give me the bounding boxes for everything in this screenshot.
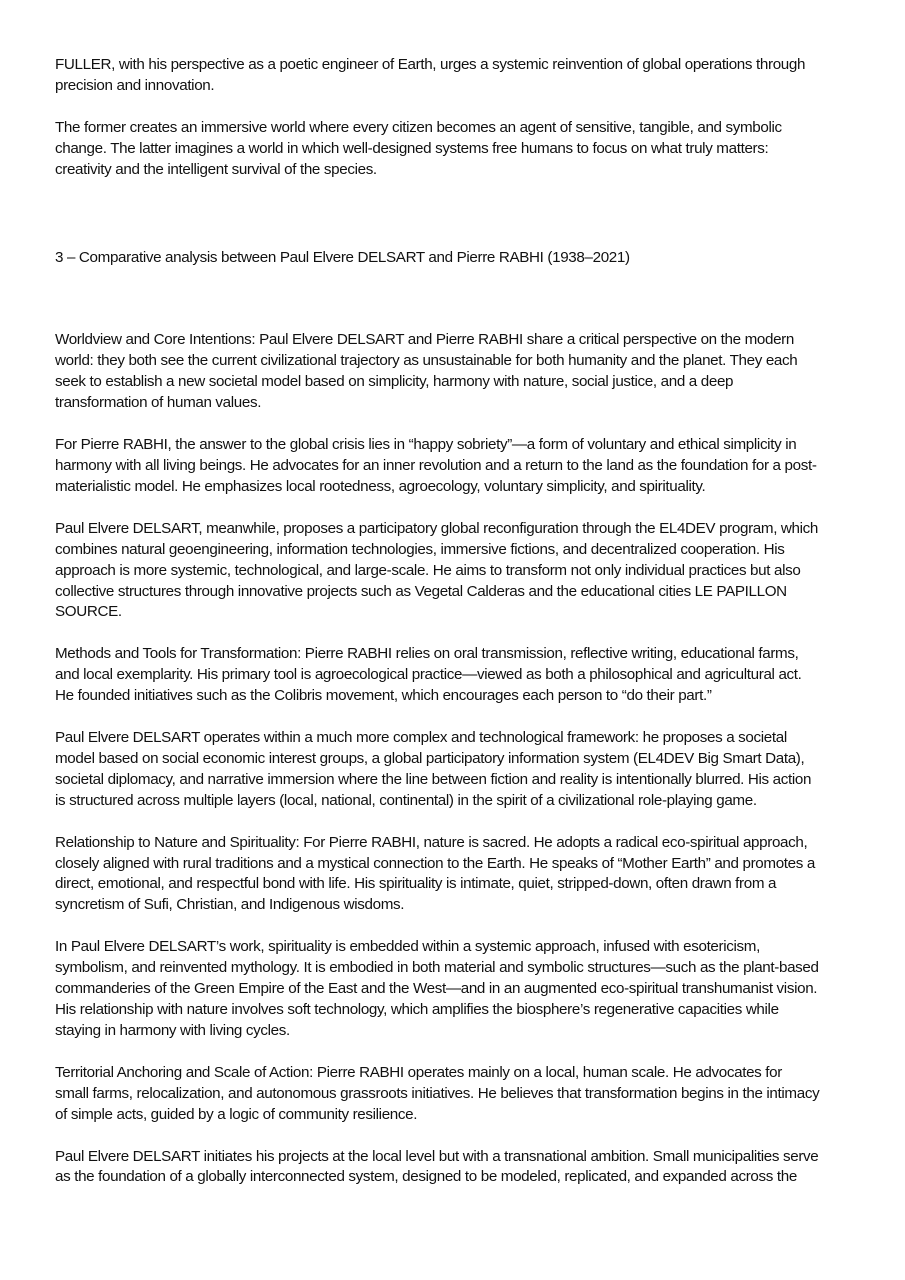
intro-paragraph-comparison: The former creates an immersive world where every citizen becomes an agent of sensitive, tangible, and symbolic change. The latter imagines a world in which well-designed systems free humans to focus on what truly matters: creativity and the intelligent survival of the species. [55, 118, 782, 178]
paragraph-delsart-local-transnational: Paul Elvere DELSART initiates his projects at the local level but with a transnational ambition. Small municipalities serve as the foundation of a globally interconnected system, designed to be modeled, replicated, and expanded across the [55, 1147, 819, 1186]
paragraph-delsart-spirituality: In Paul Elvere DELSART’s work, spirituality is embedded within a systemic approach, infused with esotericism, symbolism, and reinvented mythology. It is embodied in both material and symbolic structures—such as the plant-based commanderies of the Green Empire of the East and the West—and in an augmented eco-spiritual transhumanist vision. His relationship with nature involves soft technology, which amplifies the biosphere’s regenerative capacities while staying in harmony with living cycles. [55, 938, 819, 1039]
intro-paragraph-fuller: FULLER, with his perspective as a poetic engineer of Earth, urges a systemic reinvention of global operations through precision and innovation. [55, 56, 806, 94]
spacer [55, 202, 855, 248]
paragraph-delsart-el4dev: Paul Elvere DELSART, meanwhile, proposes a participatory global reconfiguration through the EL4DEV program, which combines natural geoengineering, information technologies, immersive fictions, and decentralized cooperation. His approach is more systemic, technological, and large-scale. He aims to transform not only individual practices but also collective structures through innovative projects such as Vegetal Calderas and the educational cities LE PAPILLON SOURCE. [55, 519, 819, 621]
paragraph-nature-spirituality: Relationship to Nature and Spirituality: For Pierre RABHI, nature is sacred. He adopts a radical eco-spiritual approach, closely aligned with rural traditions and a mystical connection to the Earth. He speaks of “Mother Earth” and promotes a direct, emotional, and respectful bond with life. His spirituality is intimate, quiet, stripped-down, often drawn from a syncretism of Sufi, Christian, and Indigenous wisdoms. [55, 833, 815, 914]
section-heading: 3 – Comparative analysis between Paul Elvere DELSART and Pierre RABHI (1938–2021) [55, 248, 630, 266]
paragraph-methods-tools: Methods and Tools for Transformation: Pierre RABHI relies on oral transmission, reflective writing, educational farms, and local exemplarity. His primary tool is agroecological practice—viewed as both a philosophical and agricultural act. He founded initiatives such as the Colibris movement, which encourages each person to “do their part.” [55, 645, 802, 705]
document-body [55, 55, 855, 1209]
paragraph-territorial-anchoring: Territorial Anchoring and Scale of Action: Pierre RABHI operates mainly on a local, human scale. He advocates for small farms, relocalization, and autonomous grassroots initiatives. He believes that transformation begins in the intimacy of simple acts, guided by a logic of community resilience. [55, 1063, 820, 1123]
paragraph-rabhi-sobriety: For Pierre RABHI, the answer to the global crisis lies in “happy sobriety”—a form of voluntary and ethical simplicity in harmony with all living beings. He advocates for an inner revolution and a return to the land as the foundation for a post- materialistic model. He emphasizes local rootedness, agroecology, voluntary simplicity, and spirituality. [55, 436, 817, 495]
paragraph-delsart-framework: Paul Elvere DELSART operates within a much more complex and technological framework: he proposes a societal model based on social economic interest groups, a global participatory information system (EL4DEV Big Smart Data), societal diplomacy, and narrative immersion where the line between fiction and reality is intentionally blurred. His action is structured across multiple layers (local, national, continental) in the spirit of a civilizational role-playing game. [55, 729, 812, 809]
paragraph-worldview: Worldview and Core Intentions: Paul Elvere DELSART and Pierre RABHI share a critical perspective on the modern world: they both see the current civilizational trajectory as unsustainable for both humanity and the planet. They each seek to establish a new societal model based on simplicity, harmony with nature, social justice, and a deep transformation of human values. [55, 331, 798, 412]
spacer [55, 268, 855, 330]
